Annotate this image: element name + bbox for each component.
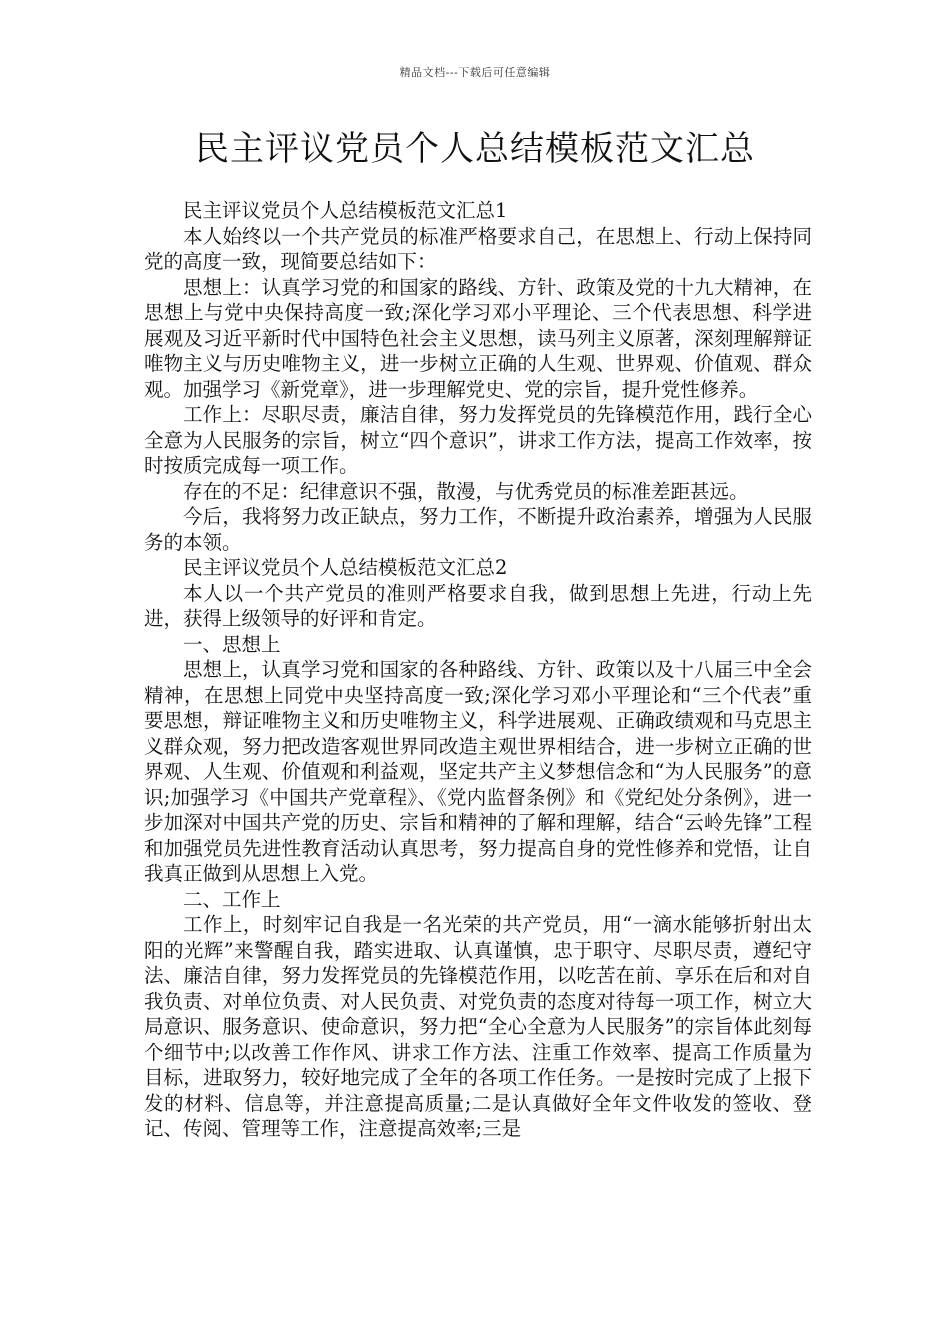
paragraph: 本人以一个共产党员的准则严格要求自我，做到思想上先进，行动上先进，获得上级领导的好评和肯定。 xyxy=(144,581,812,630)
document-title: 民主评议党员个人总结模板范文汇总 xyxy=(195,129,755,169)
subsection-heading: 一、思想上 xyxy=(183,632,281,656)
paragraph: 思想上，认真学习党和国家的各种路线、方针、政策以及十八届三中全会精神，在思想上同党中央坚持高度一致;深化学习邓小平理论和“三个代表”重要思想，辩证唯物主义和历史唯物主义，科学进展观、正确政绩观和马克思主义群众观，努力把改造客观世界同改造主观世界相结合，进一步树立正确的世界观、人生观、价值观和利益观，坚定共产主义梦想信念和“为人民服务”的意识;加强学习《中国共产党章程》、《党内监督条例》和《党纪处分条例》，进一步加深对中国共产党的历史、宗旨和精神的了解和理解，结合“云岭先锋”工程和加强党员先进性教育活动认真思考，努力提高自身的党性修养和党悟，让自我真正做到从思想上入党。 xyxy=(144,658,812,885)
paragraph: 存在的不足：纪律意识不强，散漫，与优秀党员的标准差距甚远。 xyxy=(183,479,749,503)
paragraph: 今后，我将努力改正缺点，努力工作，不断提升政治素养，增强为人民服务的本领。 xyxy=(144,505,812,554)
paragraph: 思想上：认真学习党的和国家的路线、方针、政策及党的十九大精神，在思想上与党中央保持高度一致;深化学习邓小平理论、三个代表思想、科学进展观及习近平新时代中国特色社会主义思想，读马列主义原著，深刻理解辩证唯物主义与历史唯物主义，进一步树立正确的人生观、世界观、价值观、群众观。加强学习《新党章》，进一步理解党史、党的宗旨，提升党性修养。 xyxy=(144,275,812,401)
paragraph: 本人始终以一个共产党员的标准严格要求自己，在思想上、行动上保持同党的高度一致，现简要总结如下： xyxy=(144,224,812,273)
paragraph: 工作上，时刻牢记自我是一名光荣的共产党员，用“一滴水能够折射出太阳的光辉”来警醒自我，踏实进取、认真谨慎，忠于职守、尽职尽责，遵纪守法、廉洁自律，努力发挥党员的先锋模范作用，以吃苦在前、享乐在后和对自我负责、对单位负责、对人民负责、对党负责的态度对待每一项工作，树立大局意识、服务意识、使命意识，努力把“全心全意为人民服务”的宗旨体此刻每个细节中;以改善工作作风、讲求工作方法、注重工作效率、提高工作质量为目标，进取努力，较好地完成了全年的各项工作任务。一是按时完成了上报下发的材料、信息等，并注意提高质量;二是认真做好全年文件收发的签收、登记、传阅、管理等工作，注意提高效率;三是 xyxy=(144,913,812,1140)
section-heading: 民主评议党员个人总结模板范文汇总1 xyxy=(183,199,508,222)
subsection-heading: 二、工作上 xyxy=(183,887,281,911)
page-header: 精品文档---下载后可任意编辑 xyxy=(399,66,551,79)
document-body xyxy=(144,198,812,1142)
section-heading: 民主评议党员个人总结模板范文汇总2 xyxy=(183,556,508,579)
paragraph: 工作上：尽职尽责，廉洁自律，努力发挥党员的先锋模范作用，践行全心全意为人民服务的宗旨，树立“四个意识”，讲求工作方法，提高工作效率，按时按质完成每一项工作。 xyxy=(144,403,812,477)
